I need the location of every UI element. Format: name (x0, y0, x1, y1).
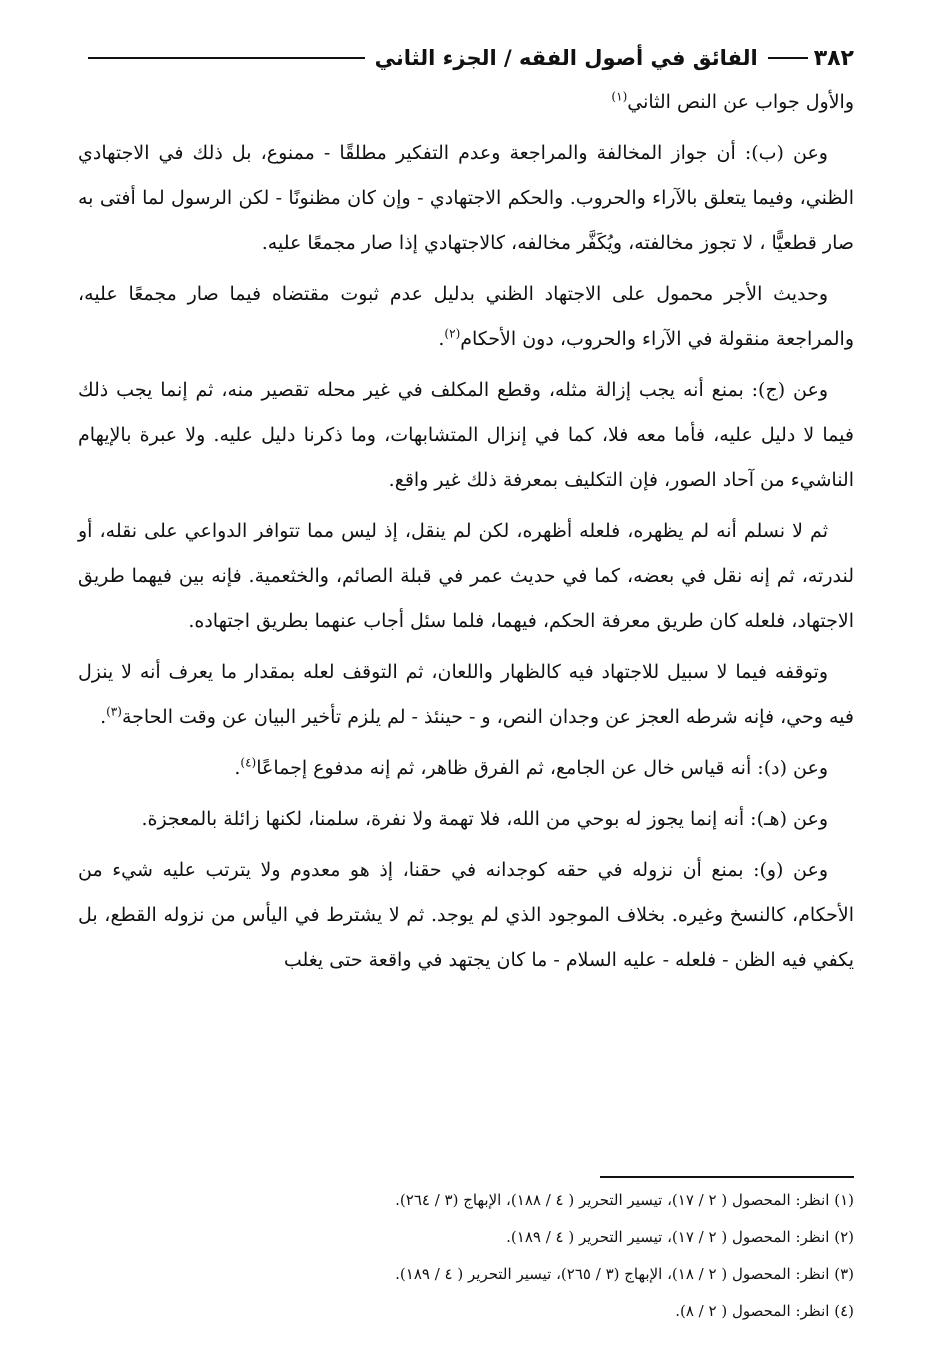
footnote: (٣) انظر: المحصول ( ٢ / ١٨)، الإبهاج (٣ / ٢٦٥)، تيسير التحرير ( ٤ / ١٨٩). (395, 1265, 854, 1283)
page-number: ٣٨٢ (813, 45, 854, 71)
running-header (78, 38, 854, 78)
main-text (78, 80, 854, 989)
paragraph: وحديث الأجر محمول على الاجتهاد الظني بدليل عدم ثبوت مقتضاه فيما صار مجمعًا عليه، والمراجعة منقولة في الآراء والحروب، دون الأحكام$^{(٢)}$. (78, 283, 854, 350)
header-rule-right (768, 57, 808, 59)
running-title: الفائق في أصول الفقه / الجزء الثاني (374, 46, 758, 70)
footnote-marker: (١) (611, 89, 628, 104)
paragraph: ثم لا نسلم أنه لم يظهره، فلعله أظهره، لكن لم ينقل، إذ ليس مما تتوافر الدواعي على نقله، أو لندرته، ثم إنه نقل في بعضه، كما في حديث عمر في قبلة الصائم، والخثعمية. فإنه بين فيهما طريق الاجتهاد، فلعله كان طريق معرفة الحكم، فيهما، فلما سئل أجاب عنهما بطريق اجتهاده. (78, 520, 854, 632)
paragraph: وعن (هـ): أنه إنما يجوز له بوحي من الله، فلا تهمة ولا نفرة، سلمنا، لكنها زائلة بالمعجزة. (141, 808, 828, 830)
header-rule-left (88, 57, 365, 59)
footnote-divider (600, 1176, 854, 1178)
footnote: (٤) انظر: المحصول ( ٢ / ٨). (675, 1302, 854, 1320)
footnote-marker: (٢) (444, 326, 461, 341)
paragraph: والأول جواب عن النص الثاني$^{(١)}$ (611, 89, 854, 113)
paragraph: وتوقفه فيما لا سبيل للاجتهاد فيه كالظهار واللعان، ثم التوقف لعله بمقدار ما يعرف أنه لا ينزل فيه وحي، فإنه شرطه العجز عن وجدان النص، و - حينئذ - لم يلزم تأخير البيان عن وقت الحاجة$^{(٣)}$. (78, 661, 854, 728)
footnote-marker: (٣) (106, 704, 122, 719)
footnote: (١) انظر: المحصول ( ٢ / ١٧)، تيسير التحرير ( ٤ / ١٨٨)، الإبهاج (٣ / ٢٦٤). (395, 1191, 854, 1209)
paragraph: وعن (و): بمنع أن نزوله في حقه كوجدانه في حقنا، إذ هو معدوم ولا يترتب عليه شيء من الأحكام، كالنسخ وغيره. بخلاف الموجود الذي لم يوجد. ثم لا يشترط في اليأس من نزوله القطع، بل يكفي فيه الظن - فلعله - عليه السلام - ما كان يجتهد في واقعة حتى يغلب (78, 859, 854, 971)
footnote: (٢) انظر: المحصول ( ٢ / ١٧)، تيسير التحرير ( ٤ / ١٨٩). (506, 1228, 854, 1246)
paragraph: وعن (ج): بمنع أنه يجب إزالة مثله، وقطع المكلف في غير محله تقصير منه، ثم إنما يجب ذلك فيما لا دليل عليه، فأما معه فلا، كما في إنزال المتشابهات، وما ذكرنا دليل عليه. ولا عبرة بالإيهام الناشيء من آحاد الصور، فإن التكليف بمعرفة ذلك غير واقع. (78, 379, 854, 491)
footnotes (78, 1182, 854, 1330)
paragraph: وعن (د): أنه قياس خال عن الجامع، ثم الفرق ظاهر، ثم إنه مدفوع إجماعًا$^{(٤)}$. (234, 755, 828, 779)
paragraph: وعن (ب): أن جواز المخالفة والمراجعة وعدم التفكير مطلقًا - ممنوع، بل ذلك في الاجتهادي الظني، وفيما يتعلق بالآراء والحروب. والحكم الاجتهادي - وإن كان مظنونًا - لكن الرسول لما أفتى به صار قطعيًّا ، لا تجوز مخالفته، ويُكَفَّر مخالفه، كالاجتهادي إذا صار مجمعًا عليه. (78, 142, 854, 254)
footnote-marker: (٤) (240, 755, 257, 770)
